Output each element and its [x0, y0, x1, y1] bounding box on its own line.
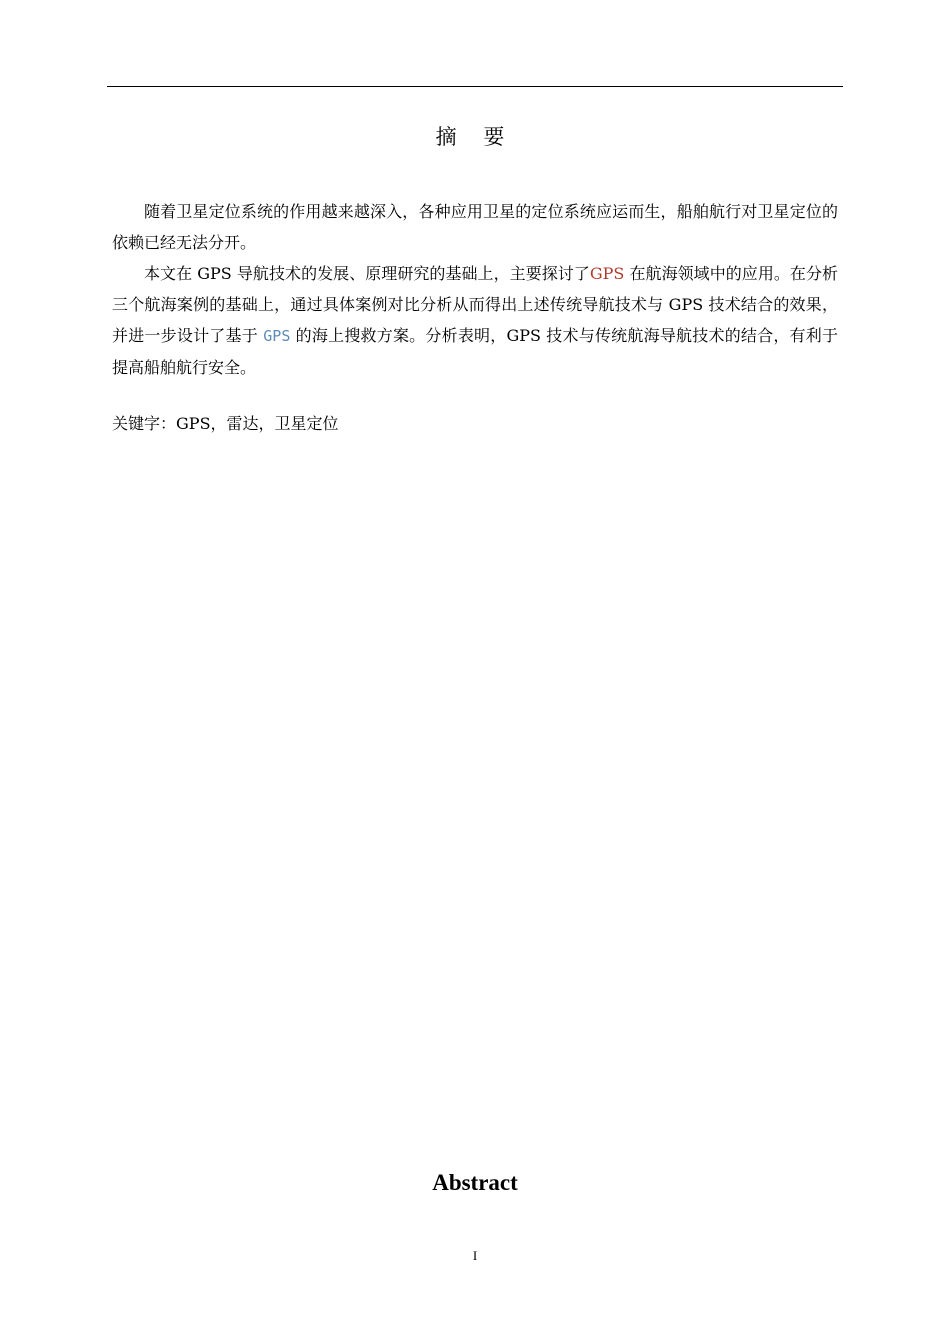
abstract-title-cn: 摘 要	[435, 125, 515, 149]
keywords-value: GPS，雷达，卫星定位	[176, 414, 339, 433]
abstract-paragraph-1: 随着卫星定位系统的作用越来越深入，各种应用卫星的定位系统应运而生，船舶航行对卫星定位的依赖已经无法分开。	[112, 202, 838, 252]
abstract-paragraph-2	[112, 258, 838, 383]
gps-highlight-red: GPS	[589, 264, 625, 283]
paragraph-2-text-1: 本文在 GPS 导航技术的发展、原理研究的基础上，主要探讨了	[144, 264, 590, 283]
keywords-label: 关键字：	[112, 414, 177, 433]
keywords-line	[112, 408, 838, 439]
paragraph-2-text-2: 在航海领域中的应用。在分析三个航海案例的基础上，通过具体案例对比分析从而得出上述传统导航技术与 GPS 技术结合的效果，并进一步设计了基于	[112, 264, 838, 345]
gps-highlight-blue: GPS	[263, 327, 291, 345]
page-number: I	[472, 1248, 478, 1263]
abstract-title-en: Abstract	[432, 1170, 518, 1195]
header-rule	[107, 86, 843, 87]
paragraph-2-text-3: 的海上搜救方案。分析表明，GPS 技术与传统航海导航技术的结合，有利于提高船舶航行安全。	[112, 326, 838, 377]
abstract-body	[112, 196, 838, 383]
